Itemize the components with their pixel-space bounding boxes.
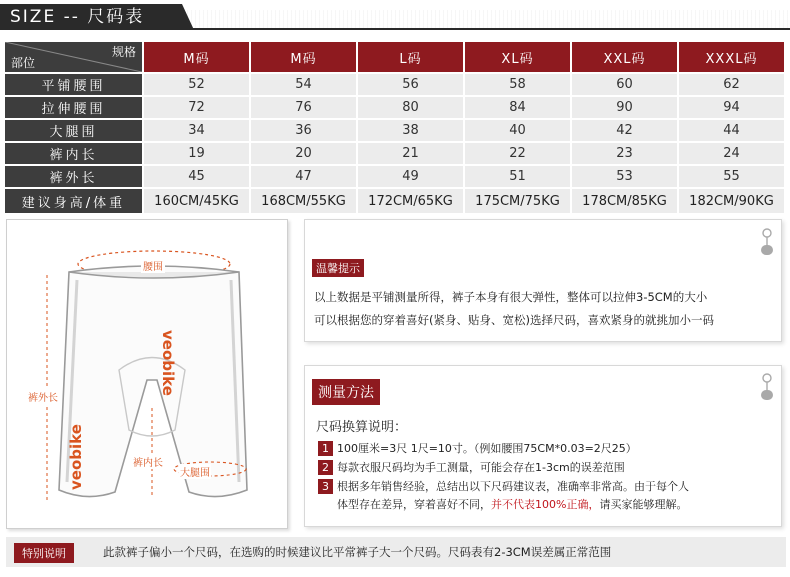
measurement-diagram [6, 219, 288, 529]
special-note-text: 此款裤子偏小一个尺码，在选购的时候建议比平常裤子大一个尺码。尺码表有2-3CM误差属正常范围 [103, 545, 612, 559]
table-cell: 54 [251, 74, 356, 95]
table-cell: 94 [679, 97, 784, 118]
table-cell: 23 [572, 143, 677, 164]
corner-top-label: 规格 [111, 45, 136, 59]
table-cell: 19 [144, 143, 249, 164]
item-text: 100厘米=3尺 1尺=10寸。（例如腰围75CM*0.03=2尺25） [337, 442, 637, 455]
brand-text-left: veobike [67, 424, 85, 490]
table-row [5, 143, 784, 164]
row-header: 建议身高/体重 [5, 189, 142, 213]
table-row [5, 97, 784, 118]
row-header: 拉伸腰围 [5, 97, 142, 118]
table-cell: 160CM/45KG [144, 189, 249, 213]
column-header: XXL码 [572, 42, 677, 72]
table-cell: 60 [572, 74, 677, 95]
pin-icon [756, 370, 778, 410]
notice-line-1: 以上数据是平铺测量所得，裤子本身有很大弹性，整体可以拉伸3-5CM的大小 [314, 290, 708, 304]
table-cell: 42 [572, 120, 677, 141]
table-cell: 36 [251, 120, 356, 141]
method-item [318, 441, 637, 457]
table-row [5, 189, 784, 213]
method-tag: 测量方法 [312, 379, 380, 405]
column-header: L码 [358, 42, 463, 72]
notice-tag: 温馨提示 [312, 259, 364, 277]
notice-line-2: 可以根据您的穿着喜好(紧身、贴身、宽松)选择尺码，喜欢紧身的就挑加小一码 [314, 313, 714, 327]
table-cell: 47 [251, 166, 356, 187]
method-item [318, 479, 689, 495]
item-text: 请买家能够理解。 [599, 498, 688, 511]
page-title: SIZE -- 尺码表 [0, 4, 182, 30]
row-header: 大腿围 [5, 120, 142, 141]
table-cell: 40 [465, 120, 570, 141]
table-cell: 20 [251, 143, 356, 164]
item-text: 根据多年销售经验，总结出以下尺码建议表，准确率非常高。由于每个人 [337, 480, 689, 493]
table-cell: 53 [572, 166, 677, 187]
size-table [3, 40, 786, 215]
table-cell: 168CM/55KG [251, 189, 356, 213]
table-cell: 62 [679, 74, 784, 95]
method-item-continuation [337, 497, 687, 513]
column-header: M码 [251, 42, 356, 72]
table-cell: 44 [679, 120, 784, 141]
header-decoration [180, 10, 790, 30]
item-number: 2 [318, 460, 333, 475]
special-note-tag: 特别说明 [14, 543, 74, 563]
table-cell: 51 [465, 166, 570, 187]
table-cell: 24 [679, 143, 784, 164]
item-text: 体型存在差异，穿着喜好不同， [337, 498, 491, 511]
table-cell: 175CM/75KG [465, 189, 570, 213]
table-cell: 52 [144, 74, 249, 95]
brand-text-right: veobike [159, 330, 177, 396]
table-cell: 56 [358, 74, 463, 95]
table-cell: 21 [358, 143, 463, 164]
column-header: M码 [144, 42, 249, 72]
table-cell: 172CM/65KG [358, 189, 463, 213]
table-cell: 182CM/90KG [679, 189, 784, 213]
row-header: 裤外长 [5, 166, 142, 187]
method-item [318, 460, 625, 476]
table-cell: 38 [358, 120, 463, 141]
table-cell: 90 [572, 97, 677, 118]
method-subtitle: 尺码换算说明： [316, 420, 408, 435]
table-header-row [5, 42, 784, 72]
table-row [5, 166, 784, 187]
table-row [5, 120, 784, 141]
thigh-label: 大腿围 [179, 464, 211, 479]
table-cell: 34 [144, 120, 249, 141]
inseam-label: 裤内长 [132, 454, 164, 469]
row-header: 平铺腰围 [5, 74, 142, 95]
item-text: 每款衣服尺码均为手工测量，可能会存在1-3cm的误差范围 [337, 461, 625, 474]
table-corner [5, 42, 142, 72]
table-cell: 22 [465, 143, 570, 164]
table-cell: 58 [465, 74, 570, 95]
table-cell: 178CM/85KG [572, 189, 677, 213]
table-cell: 76 [251, 97, 356, 118]
special-note-bar [6, 537, 786, 567]
column-header: XXXL码 [679, 42, 784, 72]
outseam-label: 裤外长 [27, 389, 59, 404]
pin-icon [756, 225, 778, 265]
row-header: 裤内长 [5, 143, 142, 164]
table-cell: 45 [144, 166, 249, 187]
item-number: 3 [318, 479, 333, 494]
item-text-warning: 并不代表100%正确， [491, 498, 600, 511]
column-header: XL码 [465, 42, 570, 72]
table-row [5, 74, 784, 95]
item-number: 1 [318, 441, 333, 456]
table-cell: 84 [465, 97, 570, 118]
table-cell: 55 [679, 166, 784, 187]
table-cell: 49 [358, 166, 463, 187]
corner-bottom-label: 部位 [11, 56, 36, 70]
table-cell: 80 [358, 97, 463, 118]
table-cell: 72 [144, 97, 249, 118]
waist-label: 腰围 [141, 258, 165, 273]
